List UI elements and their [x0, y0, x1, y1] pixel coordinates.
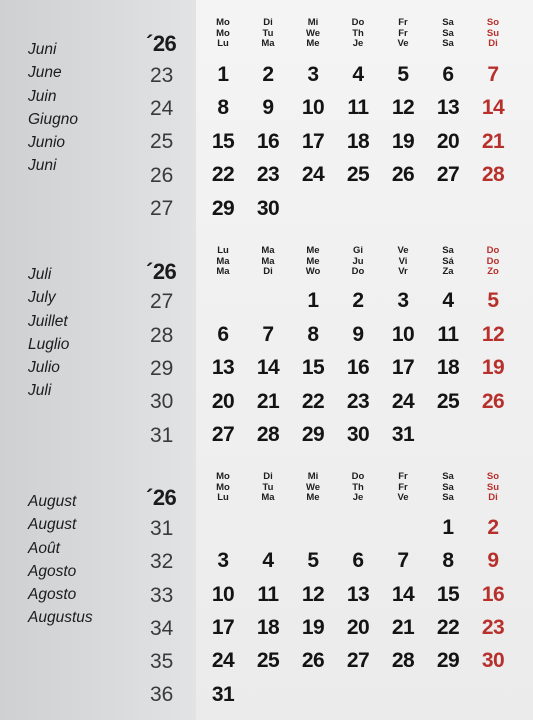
- weekday-abbr: Ju: [352, 255, 364, 267]
- day-date: 1: [307, 289, 319, 312]
- weekday-abbr: Zo: [487, 266, 499, 277]
- day-date: 1: [442, 516, 454, 539]
- day-date: 4: [352, 63, 364, 86]
- month-name: Augustus: [28, 609, 93, 627]
- weekday-abbr: Gi: [352, 245, 364, 256]
- month-name: Luglio: [28, 335, 70, 353]
- weekday-header: [203, 246, 243, 278]
- day-date: 5: [307, 549, 319, 573]
- weekday-abbr: Mi: [307, 471, 319, 482]
- weekday-abbr: So: [486, 17, 500, 28]
- day-date: 26: [391, 163, 415, 187]
- day-date: 25: [436, 389, 460, 413]
- day-date: 23: [346, 389, 370, 413]
- day-date: 13: [436, 96, 460, 120]
- weekday-header: [473, 472, 513, 504]
- weekday-abbr: Sa: [442, 38, 454, 49]
- weekday-abbr: Ma: [216, 255, 230, 267]
- day-date: 11: [437, 322, 459, 346]
- sunday-date: 23: [481, 615, 505, 639]
- day-date: 21: [256, 389, 280, 413]
- sunday-date: 14: [481, 96, 505, 120]
- weekday-abbr: Me: [306, 255, 320, 267]
- weekday-abbr: Vr: [398, 266, 408, 277]
- weekday-abbr: Fr: [398, 471, 408, 482]
- day-date: 13: [346, 582, 370, 606]
- day-date: 16: [256, 129, 280, 153]
- weekday-abbr: We: [305, 27, 321, 39]
- month-name: August: [28, 493, 77, 510]
- week-number: 29: [150, 357, 174, 380]
- month-name: June: [28, 64, 62, 82]
- week-number: 31: [150, 517, 174, 540]
- sunday-date: 26: [481, 389, 505, 413]
- week-number: 35: [150, 650, 174, 673]
- week-number: 30: [150, 390, 174, 413]
- weekday-abbr: Mo: [216, 27, 230, 39]
- day-date: 16: [346, 356, 370, 380]
- weekday-abbr: Sa: [442, 27, 454, 39]
- day-date: 15: [301, 356, 325, 380]
- day-date: 7: [397, 549, 409, 573]
- day-date: 4: [262, 549, 274, 573]
- weekday-abbr: We: [305, 481, 321, 493]
- weekday-header: [248, 246, 288, 278]
- weekday-abbr: Je: [352, 38, 364, 49]
- weekday-abbr: Mi: [307, 17, 319, 28]
- weekday-abbr: Fr: [398, 27, 408, 39]
- day-date: 27: [211, 423, 235, 447]
- weekday-abbr: Mo: [216, 481, 230, 493]
- weekday-abbr: Lu: [217, 38, 229, 49]
- weekday-abbr: Sá: [442, 255, 454, 267]
- week-number: 25: [150, 130, 174, 153]
- weekday-header: [383, 246, 423, 278]
- day-date: 17: [301, 129, 325, 153]
- sunday-date: 5: [487, 289, 499, 312]
- sunday-date: 16: [481, 582, 505, 606]
- day-date: 3: [397, 289, 409, 312]
- day-date: 24: [301, 163, 325, 187]
- day-date: 22: [436, 615, 460, 639]
- weekday-abbr: Th: [352, 27, 364, 39]
- day-date: 11: [257, 582, 279, 606]
- day-date: 6: [442, 63, 454, 86]
- year-label: ´26: [146, 259, 177, 284]
- day-date: 26: [301, 649, 325, 673]
- day-date: 1: [217, 63, 229, 86]
- weekday-header: [248, 472, 288, 504]
- week-number: 27: [150, 197, 174, 220]
- weekday-abbr: Sa: [442, 481, 454, 493]
- day-date: 9: [352, 322, 364, 346]
- day-date: 4: [442, 289, 454, 312]
- weekday-abbr: Di: [263, 471, 273, 482]
- weekday-abbr: Lu: [217, 492, 229, 503]
- day-date: 24: [391, 389, 415, 413]
- weekday-abbr: Di: [263, 17, 273, 28]
- weekday-abbr: Vi: [398, 255, 408, 267]
- day-date: 23: [256, 163, 280, 187]
- day-date: 30: [346, 423, 370, 447]
- day-date: 28: [391, 649, 415, 673]
- day-date: 25: [346, 163, 370, 187]
- weekday-abbr: Do: [351, 471, 365, 482]
- month-name: Agosto: [28, 586, 77, 604]
- day-date: 29: [211, 196, 235, 220]
- month-name: Agosto: [28, 562, 77, 580]
- weekday-abbr: Za: [442, 266, 454, 277]
- month-name: Juillet: [28, 312, 68, 330]
- day-date: 3: [217, 549, 229, 573]
- day-date: 21: [391, 615, 415, 639]
- sunday-date: 12: [481, 322, 505, 346]
- day-date: 6: [352, 549, 364, 573]
- day-date: 10: [301, 96, 325, 120]
- weekday-abbr: Do: [351, 266, 365, 277]
- month-name: Junio: [28, 134, 66, 152]
- year-label: ´26: [146, 485, 177, 510]
- weekday-header: [293, 18, 333, 50]
- day-date: 9: [262, 96, 274, 120]
- weekday-abbr: Ve: [397, 245, 409, 256]
- month-name: August: [28, 516, 77, 534]
- day-date: 8: [307, 322, 319, 346]
- day-date: 18: [346, 129, 370, 153]
- month-names: [28, 38, 78, 178]
- weekday-abbr: Sa: [442, 471, 454, 482]
- day-date: 10: [391, 322, 415, 346]
- month-name: Juli: [28, 382, 52, 400]
- week-number: 32: [150, 550, 174, 573]
- weekday-abbr: Ma: [261, 38, 275, 49]
- day-date: 2: [262, 63, 274, 86]
- day-date: 31: [391, 423, 415, 447]
- weekday-abbr: Su: [486, 481, 500, 493]
- day-date: 8: [442, 549, 454, 573]
- weekday-abbr: Tu: [262, 481, 274, 493]
- weekday-header: [473, 246, 513, 278]
- day-date: 12: [301, 582, 325, 606]
- month-name: Giugno: [28, 110, 78, 128]
- weekday-abbr: So: [486, 471, 500, 482]
- weekday-abbr: Fr: [398, 481, 408, 493]
- month-name: Juni: [28, 41, 57, 58]
- month-names: [28, 263, 69, 403]
- weekday-abbr: Ve: [397, 38, 409, 49]
- weekday-abbr: Sa: [442, 492, 454, 503]
- weekday-abbr: Ma: [261, 492, 275, 503]
- day-date: 22: [301, 389, 325, 413]
- weekday-abbr: Ve: [397, 492, 409, 503]
- day-date: 27: [436, 163, 460, 187]
- day-date: 17: [391, 356, 415, 380]
- weekday-header: [383, 18, 423, 50]
- sunday-date: 2: [487, 516, 499, 539]
- sunday-date: 19: [481, 356, 505, 380]
- day-date: 24: [211, 649, 235, 673]
- weekday-abbr: Mo: [216, 17, 230, 28]
- week-number: 31: [150, 424, 174, 447]
- weekday-abbr: Do: [486, 245, 500, 256]
- day-date: 17: [211, 615, 235, 639]
- weekday-abbr: Ma: [261, 245, 275, 256]
- weekday-abbr: Fr: [398, 17, 408, 28]
- day-date: 18: [436, 356, 460, 380]
- weekday-header: [428, 472, 468, 504]
- weekday-abbr: Tu: [262, 27, 274, 39]
- week-number: 26: [150, 164, 174, 187]
- sunday-date: 9: [487, 549, 499, 573]
- day-date: 19: [301, 615, 325, 639]
- week-number: 36: [150, 683, 174, 706]
- sunday-date: 30: [481, 649, 505, 673]
- day-date: 15: [436, 582, 460, 606]
- month-name: Juli: [28, 266, 52, 283]
- weekday-header: [203, 472, 243, 504]
- week-number: 33: [150, 584, 174, 607]
- weekday-header: [203, 18, 243, 50]
- weekday-header: [428, 18, 468, 50]
- day-date: 31: [211, 682, 235, 706]
- day-date: 14: [391, 582, 415, 606]
- day-date: 12: [391, 96, 415, 120]
- weekday-abbr: Di: [488, 492, 498, 503]
- weekday-abbr: Sa: [442, 245, 454, 256]
- day-date: 3: [307, 63, 319, 86]
- weekday-abbr: Di: [488, 38, 498, 49]
- day-date: 6: [217, 322, 229, 346]
- month-names: [28, 490, 93, 630]
- weekday-abbr: Ma: [261, 255, 275, 267]
- weekday-header: [338, 472, 378, 504]
- day-date: 8: [217, 96, 229, 120]
- day-date: 28: [256, 423, 280, 447]
- weekday-header: [383, 472, 423, 504]
- month-name: Juni: [28, 157, 57, 175]
- day-date: 20: [436, 129, 460, 153]
- month-name: Août: [28, 539, 60, 557]
- weekday-header: [293, 246, 333, 278]
- day-date: 11: [347, 96, 369, 120]
- weekday-header: [338, 18, 378, 50]
- month-name: Juin: [28, 87, 57, 105]
- day-date: 14: [256, 356, 280, 380]
- sunday-date: 7: [487, 63, 499, 86]
- weekday-abbr: Me: [306, 245, 320, 256]
- weekday-abbr: Me: [306, 38, 320, 49]
- day-date: 30: [256, 196, 280, 220]
- week-number: 34: [150, 617, 174, 640]
- day-date: 15: [211, 129, 235, 153]
- day-date: 13: [211, 356, 235, 380]
- day-date: 20: [346, 615, 370, 639]
- day-date: 7: [262, 322, 274, 346]
- weekday-header: [293, 472, 333, 504]
- week-number: 24: [150, 97, 174, 120]
- day-date: 5: [397, 63, 409, 86]
- weekday-abbr: Sa: [442, 17, 454, 28]
- day-date: 29: [436, 649, 460, 673]
- weekday-abbr: Di: [263, 266, 273, 277]
- weekday-abbr: Mo: [216, 471, 230, 482]
- year-label: ´26: [146, 31, 177, 56]
- day-date: 18: [256, 615, 280, 639]
- weekday-abbr: Me: [306, 492, 320, 503]
- day-date: 2: [352, 289, 364, 312]
- sunday-date: 28: [481, 163, 505, 187]
- weekday-abbr: Lu: [217, 245, 229, 256]
- weekday-abbr: Su: [486, 27, 500, 39]
- weekday-abbr: Je: [352, 492, 364, 503]
- week-number: 28: [150, 324, 174, 347]
- day-date: 20: [211, 389, 235, 413]
- month-name: Julio: [28, 359, 60, 377]
- weekday-abbr: Th: [352, 481, 364, 493]
- day-date: 22: [211, 163, 235, 187]
- weekday-abbr: Ma: [216, 266, 230, 277]
- weekday-abbr: Do: [486, 255, 500, 267]
- month-name: July: [28, 289, 56, 307]
- weekday-header: [473, 18, 513, 50]
- weekday-abbr: Do: [351, 17, 365, 28]
- weekday-header: [248, 18, 288, 50]
- weekday-abbr: Wo: [305, 266, 321, 277]
- weekday-header: [428, 246, 468, 278]
- day-date: 10: [211, 582, 235, 606]
- week-number: 27: [150, 290, 174, 313]
- sunday-date: 21: [481, 129, 505, 153]
- day-date: 25: [256, 649, 280, 673]
- weekday-header: [338, 246, 378, 278]
- day-date: 29: [301, 423, 325, 447]
- week-number: 23: [150, 64, 174, 87]
- day-date: 19: [391, 129, 415, 153]
- day-date: 27: [346, 649, 370, 673]
